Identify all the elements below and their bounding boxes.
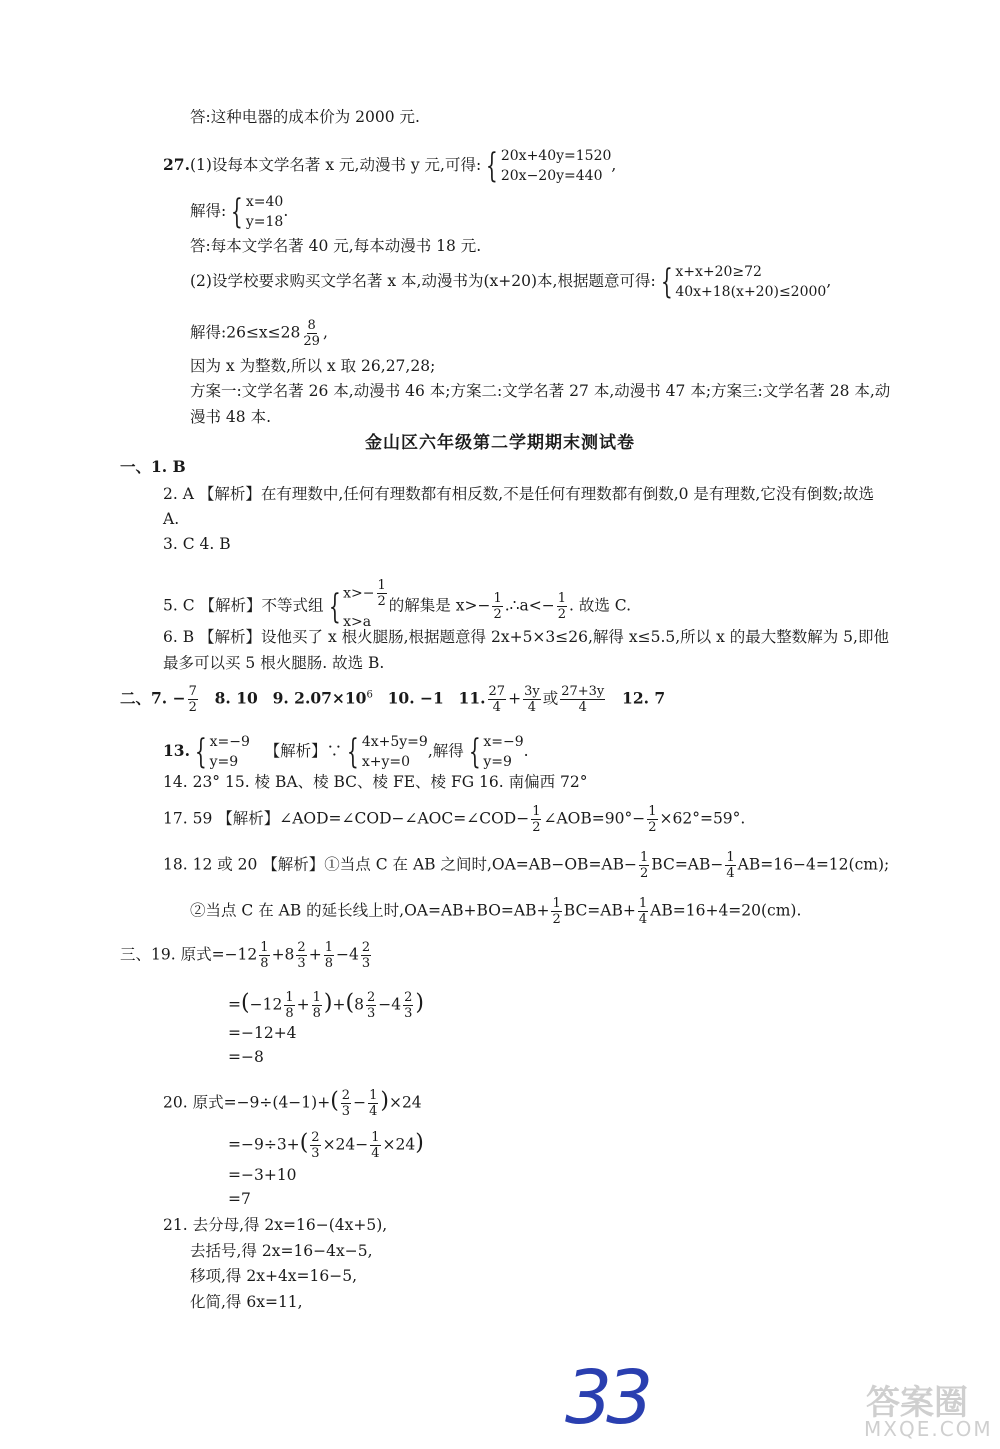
q27-part2: (2)设学校要求购买文学名著 x 本,动漫书为(x+20)本,根据题意可得: { x+x+20≥72 40x+18(x+20)≤2000 , — [190, 262, 832, 302]
s3-q19-line1: 三、19. 原式=−12 $\frac{1}{8}$ +8 $\frac{2}{3}$ + $\frac{1}{8}$ −4 $\frac{2}{3}$ — [120, 940, 371, 971]
q27-line1: 27.(1)设每本文学名著 x 元,动漫书 y 元,可得: { 20x+40y=1520 20x−20y=440 , — [163, 146, 617, 186]
s3-q20-line2: =−9÷3+( $\frac{2}{3}$ ×24− $\frac{1}{4}$ ×24) — [228, 1130, 424, 1161]
s1-q3-4: 3. C 4. B — [163, 535, 231, 553]
s3-q21-line4: 化简,得 6x=11, — [190, 1293, 303, 1311]
page-number: 33 — [565, 1355, 648, 1441]
q27-plan: 方案一:文学名著 26 本,动漫书 46 本;方案二:文学名著 27 本,动漫书 47 本;方案三:文学名著 28 本,动 — [190, 382, 891, 400]
s3-q20-line4: =7 — [228, 1190, 251, 1208]
s2-q14-16: 14. 23° 15. 棱 BA、棱 BC、棱 FE、棱 FG 16. 南偏西 72° — [163, 773, 588, 791]
s3-q19-line3: =−12+4 — [228, 1024, 297, 1042]
q27-integer: 因为 x 为整数,所以 x 取 26,27,28; — [190, 357, 436, 375]
s3-q19-line2: =(−12 $\frac{1}{8}$ + $\frac{1}{8}$ )+(8 $\frac{2}{3}$ −4 $\frac{2}{3}$ ) — [228, 990, 424, 1021]
s2-q18: 18. 12 或 20 【解析】①当点 C 在 AB 之间时,OA=AB−OB=AB− $\frac{1}{2}$ BC=AB− $\frac{1}{4}$ AB=16−4=12(cm); — [163, 850, 890, 881]
q27-solve2: 解得:26≤x≤28 $\frac{8}{29}$ , — [190, 318, 328, 349]
s3-q20-line1: 20. 原式=−9÷(4−1)+( $\frac{2}{3}$ − $\frac{1}{4}$ )×24 — [163, 1088, 422, 1119]
s3-q21-line3: 移项,得 2x+4x=16−5, — [190, 1267, 358, 1285]
s1-q2: 2. A 【解析】在有理数中,任何有理数都有相反数,不是任何有理数都有倒数,0 是有理数,它没有倒数;故选 — [163, 485, 875, 503]
s1-q1: 一、1. B — [120, 457, 186, 476]
s2-q18-case2: ②当点 C 在 AB 的延长线上时,OA=AB+BO=AB+ $\frac{1}{2}$ BC=AB+ $\frac{1}{4}$ AB=16+4=20(cm). — [190, 896, 802, 927]
q27-answer1: 答:每本文学名著 40 元,每本动漫书 18 元. — [190, 237, 482, 255]
s1-q6-cont: 最多可以买 5 根火腿肠. 故选 B. — [163, 654, 385, 672]
s1-q6: 6. B 【解析】设他买了 x 根火腿肠,根据题意得 2x+5×3≤26,解得 x≤5.5,所以 x 的最大整数解为 5,即他 — [163, 628, 889, 646]
s2-q7-12: 二、7. − $\frac{7}{2}$ 8. 10 9. $2.07\times 10^6$ 10. −1 11. $\frac{27}{4}$ + $\frac{3y}{4}$ 或 $\frac{27+3y}{4}$ 12. 7 — [120, 684, 666, 715]
s3-q21-line1: 21. 去分母,得 2x=16−(4x+5), — [163, 1216, 388, 1234]
s1-q5: 5. C 【解析】不等式组 { x>− $\frac{1}{2}$ x>a 的解集是 x>− $\frac{1}{2}$ .∴a<− $\frac{1}{2}$ . 故选 C. — [163, 578, 632, 630]
s3-q20-line3: =−3+10 — [228, 1166, 297, 1184]
q27-solve1: 解得: { x=40 y=18 . — [190, 192, 289, 232]
s2-q13: 13. { x=−9 y=9 【解析】∵ { 4x+5y=9 x+y=0 ,解得 { x=−9 y=9 . — [163, 732, 529, 772]
q27-plan-cont: 漫书 48 本. — [190, 408, 272, 426]
s3-q19-line4: =−8 — [228, 1048, 264, 1066]
equation-system: { 20x+40y=1520 20x−20y=440 — [486, 146, 612, 186]
s2-q17: 17. 59 【解析】∠AOD=∠COD−∠AOC=∠COD− $\frac{1}{2}$ ∠AOB=90°− $\frac{1}{2}$ ×62°=59°. — [163, 804, 746, 835]
s3-q21-line2: 去括号,得 2x=16−4x−5, — [190, 1242, 373, 1260]
section-title: 金山区六年级第二学期期末测试卷 — [365, 433, 635, 453]
answer-26: 答:这种电器的成本价为 2000 元. — [190, 108, 420, 126]
watermark-logo: 答案圈 MXQE.COM — [864, 1383, 993, 1441]
s1-q2-cont: A. — [163, 510, 180, 528]
